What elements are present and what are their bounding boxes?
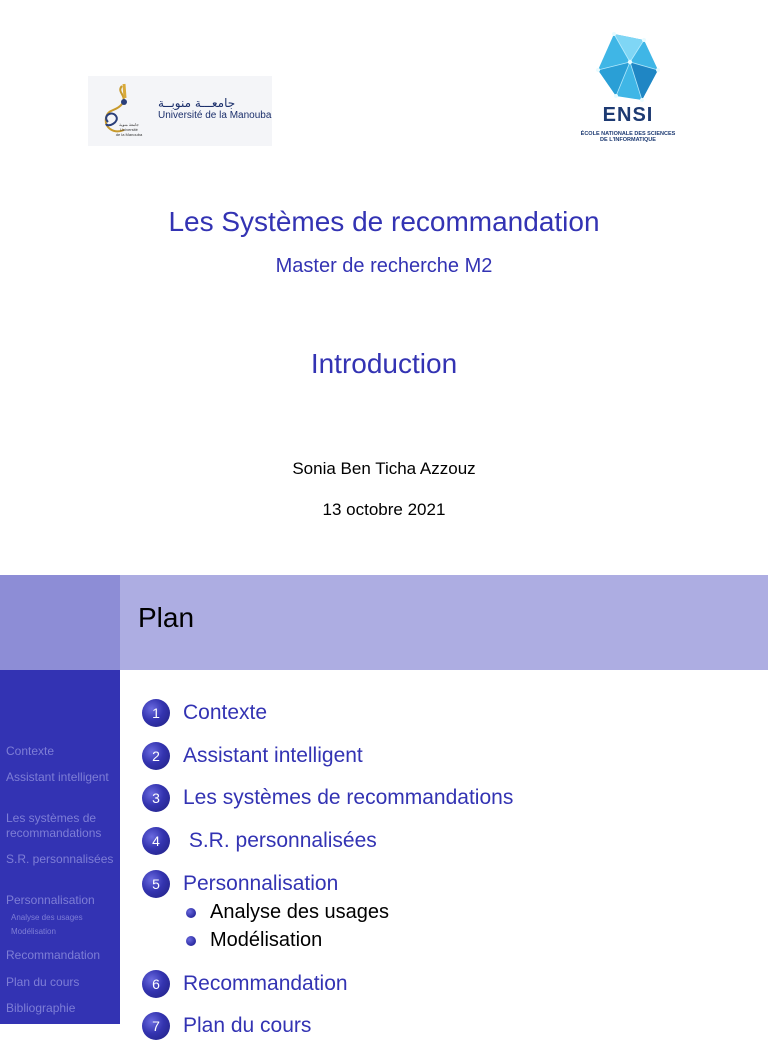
toc-number-badge: 1 xyxy=(142,699,170,727)
sidebar-item-bibliographie[interactable]: Bibliographie xyxy=(6,1001,76,1015)
sidebar-item-plan-du-cours[interactable]: Plan du cours xyxy=(6,975,80,989)
toc-subitem-modelisation[interactable] xyxy=(186,929,486,953)
presentation-title: Les Systèmes de recommandation xyxy=(168,206,600,237)
subitem-label: Analyse des usages xyxy=(210,901,390,923)
bullet-icon xyxy=(186,936,196,946)
sidebar-item-systemes[interactable]: Les systèmes de recommandations xyxy=(6,811,102,840)
toc-number-badge: 2 xyxy=(142,742,170,770)
bullet-icon xyxy=(186,908,196,918)
logo-french-name: Université de la Manouba xyxy=(158,110,272,121)
toc-label: Les systèmes de recommandations xyxy=(183,786,514,809)
toc-label: Recommandation xyxy=(183,972,348,995)
toc-label: Contexte xyxy=(183,701,268,724)
sidebar-item-sr-personnalisees[interactable]: S.R. personnalisées xyxy=(6,852,114,866)
ensi-subtitle: ÉCOLE NATIONALE DES SCIENCES DE L'INFORMATIQUE xyxy=(580,131,676,143)
sidebar-subitem-modelisation[interactable]: Modélisation xyxy=(11,927,56,936)
ensi-logo xyxy=(578,30,678,150)
presentation-date: 13 octobre 2021 xyxy=(322,500,446,519)
ensi-crystal-icon xyxy=(578,30,678,104)
toc-label: Assistant intelligent xyxy=(183,744,363,767)
section-title: Introduction xyxy=(310,348,458,379)
toc-number-badge: 7 xyxy=(142,1012,170,1040)
header-corner xyxy=(0,575,120,670)
slide-title: Plan xyxy=(138,602,195,633)
plan-slide xyxy=(0,575,768,1037)
logo-small-text: جامعة منوبة Université de la Manouba xyxy=(115,122,143,137)
toc-number-badge: 6 xyxy=(142,970,170,998)
toc-label: S.R. personnalisées xyxy=(183,829,377,852)
sidebar-item-recommandation[interactable]: Recommandation xyxy=(6,948,101,962)
ensi-brand: ENSI xyxy=(602,104,654,126)
logo-arabic-name: جامعـــة منوبــة xyxy=(158,96,236,110)
sidebar-item-contexte[interactable]: Contexte xyxy=(6,744,55,758)
toc-subitem-analyse[interactable] xyxy=(186,901,486,925)
toc-number-badge: 3 xyxy=(142,784,170,812)
navigation-sidebar xyxy=(0,670,120,1024)
toc-label: Personnalisation xyxy=(183,872,339,895)
presentation-subtitle: Master de recherche M2 xyxy=(275,255,493,277)
sidebar-item-personnalisation[interactable]: Personnalisation xyxy=(6,893,95,907)
slide-header xyxy=(120,575,768,670)
sidebar-item-assistant[interactable]: Assistant intelligent xyxy=(6,770,109,784)
sidebar-subitem-analyse[interactable]: Analyse des usages xyxy=(11,913,83,922)
toc-label: Plan du cours xyxy=(183,1014,312,1037)
subitem-label: Modélisation xyxy=(210,929,323,951)
toc-number-badge: 4 xyxy=(142,827,170,855)
author-name: Sonia Ben Ticha Azzouz xyxy=(292,459,476,478)
toc-number-badge: 5 xyxy=(142,870,170,898)
universite-manouba-logo xyxy=(88,76,272,146)
